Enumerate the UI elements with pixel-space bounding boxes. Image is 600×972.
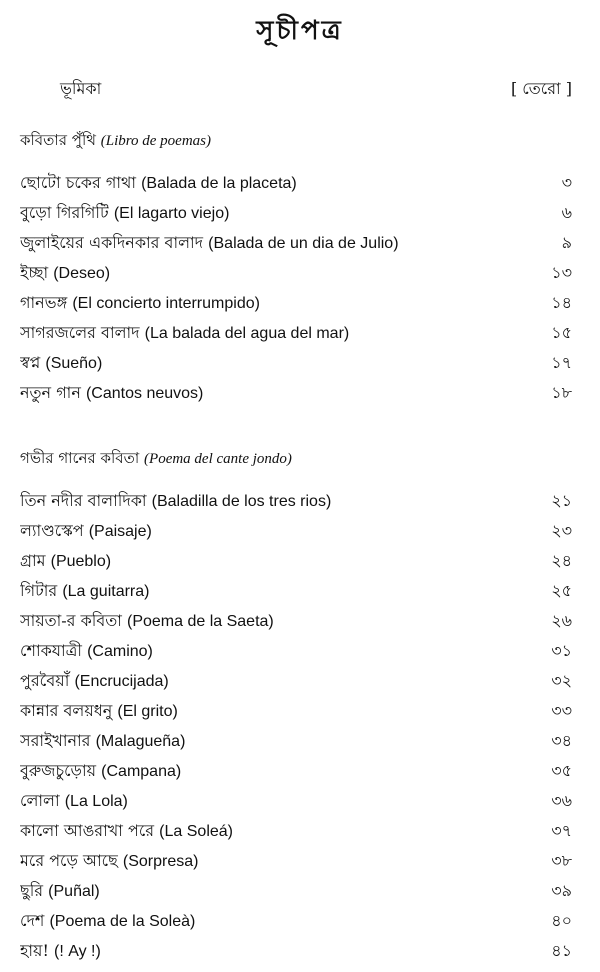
entry-title-es: (La balada del agua del mar) <box>144 325 350 342</box>
entry-title-es: (Pueblo) <box>50 553 112 570</box>
entry-title-bn: জুলাইয়ের একদিনকার বালাদ <box>20 233 204 252</box>
entry-title-es: (Balada de la placeta) <box>141 175 297 192</box>
toc-entry <box>20 348 572 378</box>
entry-page: ১৩ <box>551 263 572 282</box>
toc-entry <box>20 486 572 516</box>
entry-title-bn: ল্যাণ্ডস্কেপ <box>20 521 84 540</box>
toc-entry <box>20 756 572 786</box>
entry-page: ৩৬ <box>551 791 572 810</box>
entry-title-es: (El grito) <box>117 703 178 720</box>
entry-title-es: (Sorpresa) <box>122 853 199 870</box>
entry-title-bn: শোকযাত্রী <box>20 641 82 660</box>
entry-page: ২৪ <box>551 551 572 570</box>
toc-entry <box>20 318 572 348</box>
toc-entry <box>20 606 572 636</box>
toc-entry <box>20 198 572 228</box>
section-title <box>20 128 572 152</box>
entry-page: ১৮ <box>551 383 572 402</box>
section-poema-del-cante-jondo <box>20 446 572 966</box>
entry-title-bn: স্বপ্ন <box>20 353 41 372</box>
entry-title-es: (Puñal) <box>48 883 100 900</box>
entry-title-bn: দেশ <box>20 911 45 930</box>
intro-label: ভূমিকা <box>60 79 102 98</box>
entry-page: ৬ <box>561 203 572 222</box>
entry-title-bn: গিটার <box>20 581 58 600</box>
entry-title-bn: তিন নদীর বালাদিকা <box>20 491 147 510</box>
entry-title-es: (El concierto interrumpido) <box>72 295 260 312</box>
toc-entry <box>20 378 572 408</box>
toc-entry <box>20 516 572 546</box>
entry-title-es: (Encrucijada) <box>74 673 169 690</box>
entry-title-bn: পুরবৈয়াঁ <box>20 671 70 690</box>
entry-page: ৩ <box>561 173 572 192</box>
entry-title-bn: ছুরি <box>20 881 44 900</box>
section-title-bn: গভীর গানের কবিতা <box>20 449 140 467</box>
toc-entry <box>20 576 572 606</box>
entry-page: ৩১ <box>551 641 572 660</box>
entry-title-bn: ইচ্ছা <box>20 263 49 282</box>
section-title-bn: কবিতার পুঁথি <box>20 131 96 149</box>
entry-page: ২৬ <box>551 611 572 630</box>
entry-page: ৩৫ <box>551 761 572 780</box>
entry-title-bn: নতুন গান <box>20 383 81 402</box>
toc-entry <box>20 906 572 936</box>
entry-page: ৪১ <box>551 941 572 960</box>
section-title <box>20 446 572 470</box>
entry-page: ২৫ <box>551 581 572 600</box>
entry-title-bn: গানভঙ্গ <box>20 293 68 312</box>
entry-title-bn: গ্রাম <box>20 551 46 570</box>
entry-title-bn: বুরুজচুড়োয় <box>20 761 97 780</box>
toc-entry <box>20 546 572 576</box>
entry-page: ৪০ <box>551 911 572 930</box>
entry-title-es: (La Lola) <box>64 793 128 810</box>
entry-title-bn: কান্নার বলয়ধনু <box>20 701 113 720</box>
entry-title-bn: লোলা <box>20 791 60 810</box>
entry-page: ৩৮ <box>551 851 572 870</box>
entry-title-bn: ছোটো চকের গাথা <box>20 173 136 192</box>
entry-title-es: (Camino) <box>87 643 153 660</box>
entry-page: ৩৭ <box>551 821 572 840</box>
entry-page: ২৩ <box>551 521 572 540</box>
entry-title-es: (Deseo) <box>53 265 111 282</box>
entry-title-es: (La Soleá) <box>159 823 233 840</box>
entry-page: ৩৪ <box>551 731 572 750</box>
toc-entry <box>20 168 572 198</box>
toc-entry <box>20 258 572 288</box>
entry-title-es: (El lagarto viejo) <box>113 205 230 222</box>
entry-page: ৩৩ <box>551 701 572 720</box>
entry-page: ৯ <box>561 233 572 252</box>
entry-title-bn: হায়! <box>20 941 49 960</box>
section-title-es: (Poema del cante jondo) <box>144 451 292 467</box>
entry-title-es: (Balada de un dia de Julio) <box>208 235 399 252</box>
intro-page: [ তেরো ] <box>510 79 572 98</box>
toc-entry <box>20 786 572 816</box>
page-title: সূচীপত্র <box>256 16 344 46</box>
entry-title-es: (Baladilla de los tres rios) <box>151 493 332 510</box>
entry-title-bn: সরাইখানার <box>20 731 91 750</box>
entry-title-bn: বুড়ো গিরগিটি <box>20 203 109 222</box>
toc-entry <box>20 666 572 696</box>
entry-title-es: (Poema de la Saeta) <box>127 613 274 630</box>
entry-title-bn: সাগরজলের বালাদ <box>20 323 140 342</box>
entry-title-es: (Malagueña) <box>95 733 186 750</box>
entry-page: ১৪ <box>551 293 572 312</box>
entry-page: ১৫ <box>551 323 572 342</box>
entry-title-es: (La guitarra) <box>62 583 150 600</box>
entry-page: ২১ <box>551 491 572 510</box>
entry-page: ১৭ <box>551 353 572 372</box>
section-title-es: (Libro de poemas) <box>100 133 212 149</box>
toc-entry <box>20 816 572 846</box>
toc-entry <box>20 936 572 966</box>
toc-entry <box>20 846 572 876</box>
entry-title-bn: কালো আঙরাখা পরে <box>20 821 155 840</box>
entry-title-bn: মরে পড়ে আছে <box>20 851 118 870</box>
toc-entry <box>20 696 572 726</box>
entry-title-bn: সায়তা-র কবিতা <box>20 611 122 630</box>
intro-entry <box>60 76 572 103</box>
entry-title-es: (Sueño) <box>45 355 103 372</box>
toc-entry <box>20 288 572 318</box>
entry-title-es: (Cantos neuvos) <box>85 385 204 402</box>
entry-title-es: (Poema de la Soleà) <box>49 913 196 930</box>
entry-page: ৩৯ <box>551 881 572 900</box>
entry-title-es: (! Ay !) <box>54 943 101 960</box>
entry-title-es: (Campana) <box>101 763 182 780</box>
toc-entry <box>20 726 572 756</box>
section-libro-de-poemas <box>20 128 572 408</box>
entry-title-es: (Paisaje) <box>88 523 152 540</box>
toc-entry <box>20 636 572 666</box>
toc-entry <box>20 228 572 258</box>
entry-page: ৩২ <box>551 671 572 690</box>
toc-entry <box>20 876 572 906</box>
